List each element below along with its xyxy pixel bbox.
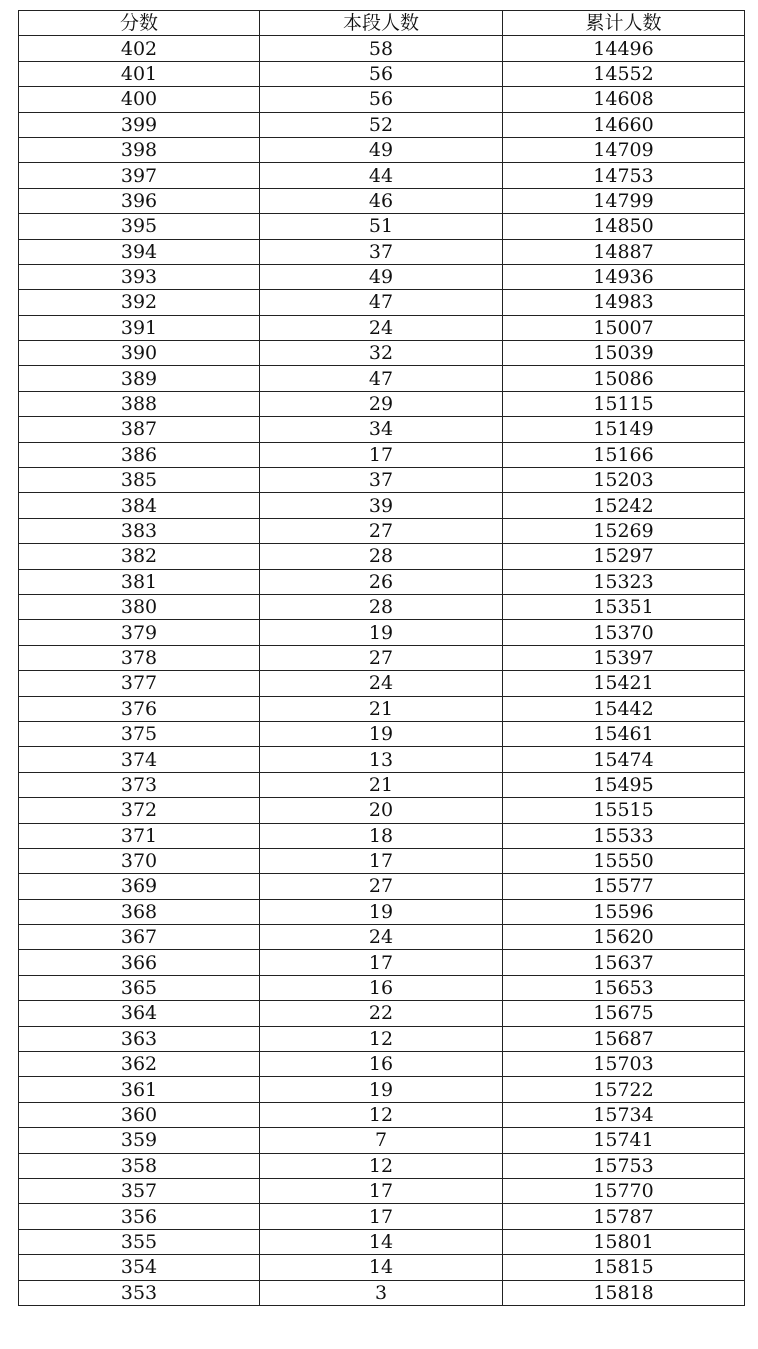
score-cell: 390 xyxy=(19,341,260,366)
cumulative-count-cell: 15474 xyxy=(503,747,745,772)
segment-count-cell: 17 xyxy=(260,950,503,975)
score-cell: 366 xyxy=(19,950,260,975)
segment-count-cell: 49 xyxy=(260,264,503,289)
score-cell: 382 xyxy=(19,544,260,569)
cumulative-count-cell: 14608 xyxy=(503,87,745,112)
segment-count-cell: 28 xyxy=(260,594,503,619)
table-row xyxy=(19,721,745,746)
table-row xyxy=(19,1077,745,1102)
cumulative-count-cell: 15550 xyxy=(503,848,745,873)
segment-count-cell: 52 xyxy=(260,112,503,137)
table-row xyxy=(19,1153,745,1178)
segment-count-cell: 19 xyxy=(260,721,503,746)
segment-count-cell: 20 xyxy=(260,798,503,823)
table-row xyxy=(19,798,745,823)
cumulative-count-cell: 15687 xyxy=(503,1026,745,1051)
segment-count-cell: 17 xyxy=(260,848,503,873)
cumulative-count-cell: 15815 xyxy=(503,1255,745,1280)
table-row xyxy=(19,848,745,873)
score-cell: 363 xyxy=(19,1026,260,1051)
score-cell: 385 xyxy=(19,468,260,493)
segment-count-cell: 19 xyxy=(260,1077,503,1102)
table-row xyxy=(19,747,745,772)
score-cell: 376 xyxy=(19,696,260,721)
segment-count-cell: 19 xyxy=(260,899,503,924)
score-cell: 387 xyxy=(19,417,260,442)
score-cell: 375 xyxy=(19,721,260,746)
score-distribution-table xyxy=(18,10,745,1306)
score-cell: 396 xyxy=(19,188,260,213)
score-cell: 372 xyxy=(19,798,260,823)
cumulative-count-cell: 15787 xyxy=(503,1204,745,1229)
table-row xyxy=(19,87,745,112)
score-cell: 359 xyxy=(19,1128,260,1153)
segment-count-cell: 27 xyxy=(260,518,503,543)
cumulative-count-cell: 15461 xyxy=(503,721,745,746)
cumulative-count-cell: 15007 xyxy=(503,315,745,340)
segment-count-cell: 7 xyxy=(260,1128,503,1153)
segment-count-cell: 24 xyxy=(260,315,503,340)
cumulative-count-cell: 15086 xyxy=(503,366,745,391)
cumulative-count-cell: 15166 xyxy=(503,442,745,467)
score-cell: 360 xyxy=(19,1102,260,1127)
segment-count-cell: 16 xyxy=(260,975,503,1000)
score-cell: 377 xyxy=(19,671,260,696)
score-cell: 384 xyxy=(19,493,260,518)
table-row xyxy=(19,1178,745,1203)
cumulative-count-cell: 14799 xyxy=(503,188,745,213)
table-row xyxy=(19,620,745,645)
segment-count-cell: 21 xyxy=(260,772,503,797)
segment-count-cell: 16 xyxy=(260,1052,503,1077)
cumulative-count-cell: 15297 xyxy=(503,544,745,569)
segment-count-cell: 47 xyxy=(260,290,503,315)
score-cell: 402 xyxy=(19,36,260,61)
cumulative-count-cell: 15397 xyxy=(503,645,745,670)
cumulative-count-cell: 15370 xyxy=(503,620,745,645)
table-row xyxy=(19,569,745,594)
segment-count-cell: 12 xyxy=(260,1026,503,1051)
segment-count-cell: 14 xyxy=(260,1229,503,1254)
cumulative-count-cell: 14887 xyxy=(503,239,745,264)
segment-count-cell: 22 xyxy=(260,1001,503,1026)
score-cell: 365 xyxy=(19,975,260,1000)
table-row xyxy=(19,1102,745,1127)
segment-count-cell: 12 xyxy=(260,1153,503,1178)
score-cell: 371 xyxy=(19,823,260,848)
segment-count-cell: 26 xyxy=(260,569,503,594)
table-row xyxy=(19,1255,745,1280)
score-cell: 380 xyxy=(19,594,260,619)
cumulative-count-cell: 15533 xyxy=(503,823,745,848)
score-cell: 394 xyxy=(19,239,260,264)
table-row xyxy=(19,188,745,213)
table-row xyxy=(19,1001,745,1026)
segment-count-cell: 27 xyxy=(260,874,503,899)
cumulative-count-cell: 15734 xyxy=(503,1102,745,1127)
segment-count-cell: 44 xyxy=(260,163,503,188)
table-row xyxy=(19,341,745,366)
score-cell: 373 xyxy=(19,772,260,797)
score-cell: 364 xyxy=(19,1001,260,1026)
cumulative-count-cell: 15620 xyxy=(503,925,745,950)
cumulative-count-cell: 15242 xyxy=(503,493,745,518)
table-row xyxy=(19,61,745,86)
cumulative-count-cell: 15149 xyxy=(503,417,745,442)
score-cell: 393 xyxy=(19,264,260,289)
table-row xyxy=(19,1280,745,1305)
segment-count-cell: 37 xyxy=(260,239,503,264)
score-cell: 401 xyxy=(19,61,260,86)
cumulative-count-cell: 15039 xyxy=(503,341,745,366)
segment-count-cell: 56 xyxy=(260,87,503,112)
cumulative-count-cell: 14660 xyxy=(503,112,745,137)
cumulative-count-cell: 14850 xyxy=(503,214,745,239)
segment-count-cell: 51 xyxy=(260,214,503,239)
cumulative-count-cell: 15577 xyxy=(503,874,745,899)
table-row xyxy=(19,772,745,797)
table-row xyxy=(19,899,745,924)
cumulative-count-cell: 14552 xyxy=(503,61,745,86)
cumulative-count-cell: 15351 xyxy=(503,594,745,619)
cumulative-count-cell: 14753 xyxy=(503,163,745,188)
segment-count-cell: 47 xyxy=(260,366,503,391)
cumulative-count-cell: 15269 xyxy=(503,518,745,543)
table-header xyxy=(19,11,745,36)
cumulative-count-cell: 15115 xyxy=(503,391,745,416)
score-cell: 392 xyxy=(19,290,260,315)
segment-count-cell: 46 xyxy=(260,188,503,213)
table-row xyxy=(19,493,745,518)
score-cell: 369 xyxy=(19,874,260,899)
segment-count-cell: 24 xyxy=(260,671,503,696)
table-row xyxy=(19,137,745,162)
score-cell: 386 xyxy=(19,442,260,467)
cumulative-count-cell: 15741 xyxy=(503,1128,745,1153)
table-row xyxy=(19,594,745,619)
table-row xyxy=(19,214,745,239)
table-row xyxy=(19,1026,745,1051)
segment-count-cell: 21 xyxy=(260,696,503,721)
table-row xyxy=(19,544,745,569)
segment-count-cell: 39 xyxy=(260,493,503,518)
segment-count-cell: 56 xyxy=(260,61,503,86)
table-row xyxy=(19,264,745,289)
table-row xyxy=(19,239,745,264)
table-row xyxy=(19,468,745,493)
table-row xyxy=(19,442,745,467)
segment-count-cell: 3 xyxy=(260,1280,503,1305)
score-cell: 367 xyxy=(19,925,260,950)
table-row xyxy=(19,950,745,975)
table-row xyxy=(19,518,745,543)
table-row xyxy=(19,1204,745,1229)
header-score: 分数 xyxy=(19,11,260,36)
segment-count-cell: 12 xyxy=(260,1102,503,1127)
cumulative-count-cell: 14983 xyxy=(503,290,745,315)
cumulative-count-cell: 14709 xyxy=(503,137,745,162)
segment-count-cell: 14 xyxy=(260,1255,503,1280)
segment-count-cell: 28 xyxy=(260,544,503,569)
table-row xyxy=(19,290,745,315)
score-cell: 400 xyxy=(19,87,260,112)
cumulative-count-cell: 15818 xyxy=(503,1280,745,1305)
table-row xyxy=(19,671,745,696)
score-cell: 378 xyxy=(19,645,260,670)
table-row xyxy=(19,645,745,670)
header-cumulative-count: 累计人数 xyxy=(503,11,745,36)
score-cell: 370 xyxy=(19,848,260,873)
cumulative-count-cell: 15323 xyxy=(503,569,745,594)
score-cell: 354 xyxy=(19,1255,260,1280)
table-row xyxy=(19,366,745,391)
score-cell: 361 xyxy=(19,1077,260,1102)
segment-count-cell: 34 xyxy=(260,417,503,442)
score-cell: 355 xyxy=(19,1229,260,1254)
score-cell: 398 xyxy=(19,137,260,162)
segment-count-cell: 58 xyxy=(260,36,503,61)
segment-count-cell: 24 xyxy=(260,925,503,950)
score-cell: 362 xyxy=(19,1052,260,1077)
cumulative-count-cell: 15637 xyxy=(503,950,745,975)
cumulative-count-cell: 15421 xyxy=(503,671,745,696)
table-body xyxy=(19,36,745,1306)
header-segment-count: 本段人数 xyxy=(260,11,503,36)
segment-count-cell: 18 xyxy=(260,823,503,848)
segment-count-cell: 19 xyxy=(260,620,503,645)
score-cell: 381 xyxy=(19,569,260,594)
table-row xyxy=(19,1128,745,1153)
score-cell: 399 xyxy=(19,112,260,137)
table-row xyxy=(19,391,745,416)
cumulative-count-cell: 15203 xyxy=(503,468,745,493)
cumulative-count-cell: 15753 xyxy=(503,1153,745,1178)
cumulative-count-cell: 14936 xyxy=(503,264,745,289)
segment-count-cell: 29 xyxy=(260,391,503,416)
score-cell: 389 xyxy=(19,366,260,391)
table-row xyxy=(19,1052,745,1077)
cumulative-count-cell: 15675 xyxy=(503,1001,745,1026)
table-row xyxy=(19,925,745,950)
score-cell: 397 xyxy=(19,163,260,188)
segment-count-cell: 17 xyxy=(260,1178,503,1203)
table-row xyxy=(19,315,745,340)
segment-count-cell: 17 xyxy=(260,1204,503,1229)
table-row xyxy=(19,163,745,188)
table-row xyxy=(19,696,745,721)
score-cell: 391 xyxy=(19,315,260,340)
table-row xyxy=(19,823,745,848)
score-cell: 356 xyxy=(19,1204,260,1229)
cumulative-count-cell: 15442 xyxy=(503,696,745,721)
cumulative-count-cell: 15770 xyxy=(503,1178,745,1203)
segment-count-cell: 17 xyxy=(260,442,503,467)
header-row xyxy=(19,11,745,36)
table-row xyxy=(19,112,745,137)
segment-count-cell: 49 xyxy=(260,137,503,162)
segment-count-cell: 32 xyxy=(260,341,503,366)
cumulative-count-cell: 14496 xyxy=(503,36,745,61)
score-cell: 357 xyxy=(19,1178,260,1203)
score-cell: 358 xyxy=(19,1153,260,1178)
segment-count-cell: 37 xyxy=(260,468,503,493)
table-row xyxy=(19,36,745,61)
cumulative-count-cell: 15495 xyxy=(503,772,745,797)
segment-count-cell: 27 xyxy=(260,645,503,670)
score-cell: 388 xyxy=(19,391,260,416)
score-cell: 353 xyxy=(19,1280,260,1305)
cumulative-count-cell: 15596 xyxy=(503,899,745,924)
cumulative-count-cell: 15653 xyxy=(503,975,745,1000)
score-cell: 374 xyxy=(19,747,260,772)
score-cell: 368 xyxy=(19,899,260,924)
cumulative-count-cell: 15801 xyxy=(503,1229,745,1254)
table-row xyxy=(19,975,745,1000)
cumulative-count-cell: 15722 xyxy=(503,1077,745,1102)
segment-count-cell: 13 xyxy=(260,747,503,772)
score-cell: 383 xyxy=(19,518,260,543)
table-row xyxy=(19,417,745,442)
cumulative-count-cell: 15515 xyxy=(503,798,745,823)
cumulative-count-cell: 15703 xyxy=(503,1052,745,1077)
table-row xyxy=(19,874,745,899)
score-cell: 395 xyxy=(19,214,260,239)
score-cell: 379 xyxy=(19,620,260,645)
table-row xyxy=(19,1229,745,1254)
